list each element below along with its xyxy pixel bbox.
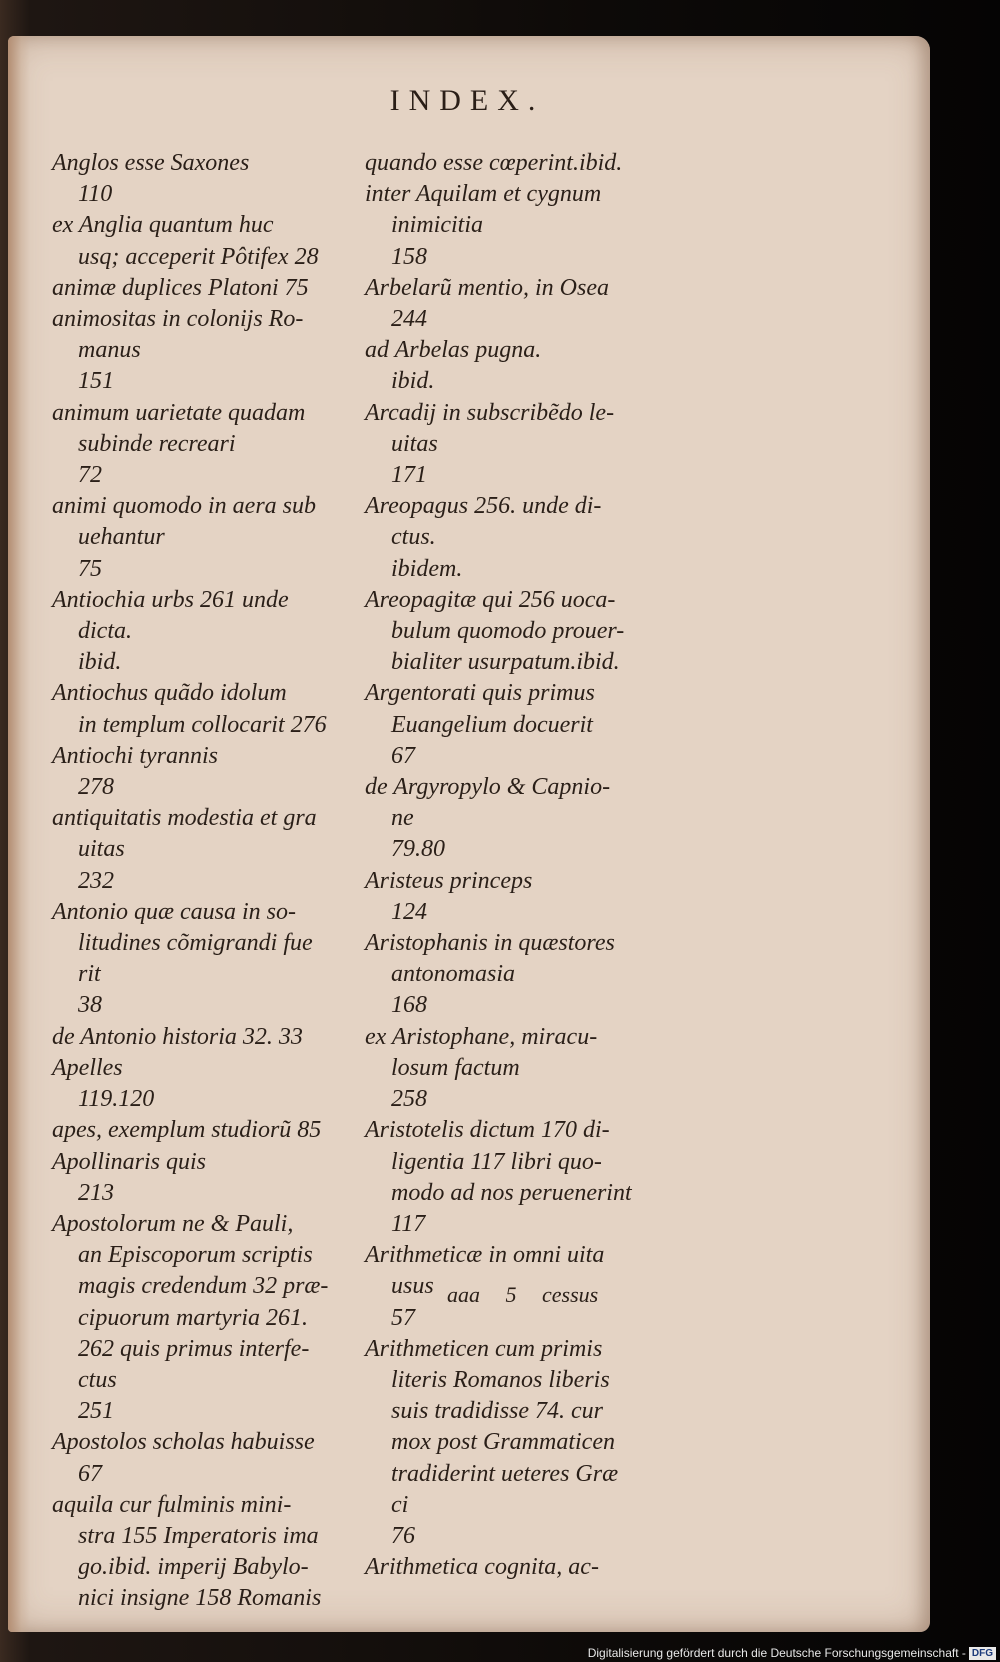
index-entry-continuation: nici insigne 158 Romanis <box>78 1585 322 1612</box>
index-entry-continuation: 171 <box>391 462 427 489</box>
index-entry <box>365 1022 670 1116</box>
index-entry-continuation: 258 <box>391 1086 427 1113</box>
index-entry-text: quando esse cœperint.ibid. <box>365 150 623 176</box>
index-entry <box>365 179 670 273</box>
index-entry-text: apes, exemplum studiorũ 85 <box>52 1117 322 1144</box>
index-entry-continuation: stra 155 Imperatoris ima <box>78 1522 319 1549</box>
index-entry-text: Antiochi tyrannis <box>52 742 218 769</box>
index-entry <box>52 273 357 304</box>
index-entry-text: Apostolorum ne & Pauli, <box>52 1210 294 1237</box>
index-entry-continuation: magis credendum 32 præ- <box>78 1273 329 1300</box>
index-entry-continuation: ibid. <box>391 368 435 395</box>
index-entry <box>52 1427 357 1489</box>
index-entry-continuation: usq; acceperit Pôtifex 28 <box>78 243 319 270</box>
index-entry-continuation: ctus <box>78 1366 117 1393</box>
index-entry-text: ex Anglia quantum huc <box>52 212 274 239</box>
index-entry <box>365 273 670 335</box>
index-heading: INDEX. <box>389 84 545 117</box>
index-entry-continuation: 75 <box>78 555 102 582</box>
index-entry-continuation: ibid. <box>78 649 122 676</box>
index-entry-continuation: bulum quomodo prouer- <box>391 618 625 645</box>
index-entry-continuation: ctus. <box>391 524 436 551</box>
index-entry-continuation: modo ad nos peruenerint <box>391 1179 632 1206</box>
index-entry <box>52 398 357 492</box>
index-entry <box>365 772 670 866</box>
index-entry-text: Arithmeticen cum primis <box>365 1335 603 1362</box>
index-entry <box>52 1147 357 1209</box>
index-entry-continuation: losum factum <box>391 1054 520 1081</box>
index-entry <box>52 148 357 210</box>
index-entry-text: de Argyropylo & Capnio- <box>365 774 611 801</box>
dfg-logo: DFG <box>969 1647 996 1660</box>
index-entry <box>365 1334 670 1552</box>
index-entry-continuation: antonomasia <box>391 961 516 988</box>
index-entry-text: antiquitatis modestia et gra <box>52 805 317 832</box>
index-entry <box>52 1115 357 1146</box>
index-entry <box>365 928 670 1022</box>
index-entry <box>52 491 357 585</box>
index-entry-continuation: bialiter usurpatum.ibid. <box>391 649 620 676</box>
index-entry-continuation: 57 <box>391 1304 415 1331</box>
index-entry-text: Aristophanis in quæstores <box>365 930 615 957</box>
index-entry-text: Argentorati quis primus <box>365 680 595 707</box>
index-entry-continuation: 117 <box>391 1210 426 1237</box>
index-entry-continuation: an Episcoporum scriptis <box>78 1242 313 1269</box>
index-entry-text: Apostolos scholas habuisse <box>52 1429 315 1456</box>
index-entry <box>52 897 357 1022</box>
index-entry <box>52 803 357 897</box>
index-entry-continuation: 278 <box>78 774 114 801</box>
index-entry <box>365 398 670 492</box>
index-entry-continuation: usus <box>391 1273 434 1300</box>
index-entry-continuation: go.ibid. imperij Babylo- <box>78 1554 309 1581</box>
index-entry-continuation: ligentia 117 libri quo- <box>391 1148 602 1175</box>
index-entry-text: inter Aquilam et cygnum <box>365 181 602 208</box>
page-footer <box>447 1282 598 1308</box>
index-entry-continuation: 124 <box>391 898 427 925</box>
index-entry <box>365 585 670 679</box>
index-entry-continuation: ibidem. <box>391 555 463 582</box>
index-entry <box>52 304 357 398</box>
index-entry-continuation: Euangelium docuerit <box>391 711 593 738</box>
index-entry-text: ex Aristophane, miracu- <box>365 1023 598 1050</box>
index-entry-continuation: 76 <box>391 1522 415 1549</box>
index-entry-continuation: rit <box>78 961 101 988</box>
index-entry <box>52 741 357 803</box>
index-entry <box>365 491 670 585</box>
index-entry-continuation: literis Romanos liberis <box>391 1366 610 1393</box>
index-entry-continuation: inimicitia <box>391 212 483 239</box>
index-entry <box>365 335 670 397</box>
index-entry-continuation: mox post Grammaticen <box>391 1429 615 1456</box>
index-entry-text: ad Arbelas pugna. <box>365 337 542 364</box>
index-entry-continuation: subinde recreari <box>78 430 236 457</box>
index-entry-continuation: in templum collocarit 276 <box>78 711 327 738</box>
index-entry-text: Arithmetica cognita, ac- <box>365 1554 599 1581</box>
index-entry-continuation: 67 <box>78 1460 102 1487</box>
index-entry-continuation: 110 <box>78 181 113 208</box>
index-entry-continuation: uitas <box>78 836 125 863</box>
index-entry-text: animum uarietate quadam <box>52 399 306 426</box>
index-entry-text: Areopagitæ qui 256 uoca- <box>365 586 616 613</box>
page-gutter-shadow <box>8 36 30 1632</box>
index-entry-continuation: suis tradidisse 74. cur <box>391 1398 604 1425</box>
index-entry-continuation: 79.80 <box>391 836 445 863</box>
index-entry <box>365 1115 670 1240</box>
index-entry-text: animositas in colonijs Ro- <box>52 306 304 333</box>
index-entry-text: Antiochia urbs 261 unde <box>52 586 289 613</box>
index-entry <box>365 1552 670 1583</box>
index-entry-text: Apelles <box>52 1054 123 1081</box>
index-entry-continuation: 213 <box>78 1179 114 1206</box>
index-entry-continuation: uitas <box>391 430 438 457</box>
index-entry-continuation: tradiderint ueteres Græ <box>391 1460 619 1487</box>
index-column-right <box>365 148 670 1583</box>
index-entry <box>52 678 357 740</box>
index-entry-continuation: 38 <box>78 992 102 1019</box>
index-entry-continuation: dicta. <box>78 618 132 645</box>
index-entry <box>52 1053 357 1115</box>
index-entry-continuation: 251 <box>78 1398 114 1425</box>
index-entry-continuation: 232 <box>78 867 114 894</box>
index-entry <box>52 585 357 679</box>
index-entry <box>365 148 670 179</box>
index-entry-continuation: 72 <box>78 462 102 489</box>
index-column-left <box>52 148 357 1615</box>
index-entry <box>365 678 670 772</box>
index-entry-text: Arcadij in subscribẽdo le- <box>365 399 615 426</box>
index-entry-continuation: 262 quis primus interfe- <box>78 1335 310 1362</box>
index-entry-text: animæ duplices Platoni 75 <box>52 274 309 301</box>
index-entry-text: Apollinaris quis <box>52 1148 207 1175</box>
index-entry <box>52 1490 357 1615</box>
index-entry-text: Aristotelis dictum 170 di- <box>365 1117 610 1144</box>
index-entry-continuation: cipuorum martyria 261. <box>78 1304 308 1331</box>
index-entry-text: Aristeus princeps <box>365 867 533 894</box>
digitization-notice <box>588 1646 996 1660</box>
index-entry-continuation: litudines cõmigrandi fue <box>78 930 313 957</box>
index-entry-text: aquila cur fulminis mini- <box>52 1491 292 1518</box>
catchword: cessus <box>542 1282 599 1307</box>
index-entry-continuation: manus <box>78 337 141 364</box>
index-entry-continuation: 119.120 <box>78 1086 155 1113</box>
index-entry-continuation: 158 <box>391 243 427 270</box>
index-entry-continuation: 168 <box>391 992 427 1019</box>
index-entry-continuation: 151 <box>78 368 114 395</box>
index-entry-continuation: 244 <box>391 306 427 333</box>
index-entry <box>52 1022 357 1053</box>
index-entry <box>52 1209 357 1427</box>
index-entry-text: animi quomodo in aera sub <box>52 493 316 520</box>
index-entry <box>365 866 670 928</box>
index-entry-text: Arithmeticæ in omni uita <box>365 1242 605 1269</box>
index-entry <box>52 210 357 272</box>
notice-text: Digitalisierung gefördert durch die Deutsche Forschungsgemeinschaft - <box>587 1646 966 1660</box>
index-entry-text: Areopagus 256. unde di- <box>365 493 602 520</box>
index-entry-continuation: uehantur <box>78 524 165 551</box>
index-entry-text: Antonio quæ causa in so- <box>52 898 296 925</box>
index-entry-continuation: ci <box>391 1491 409 1518</box>
index-entry-text: Arbelarũ mentio, in Osea <box>365 274 609 301</box>
index-entry-text: de Antonio historia 32. 33 <box>52 1023 303 1050</box>
index-entry-text: Antiochus quãdo idolum <box>52 680 287 707</box>
signature-mark: aaa 5 <box>447 1282 517 1307</box>
index-entry-text: Anglos esse Saxones <box>52 150 250 176</box>
index-entry-continuation: 67 <box>391 742 415 769</box>
index-entry-continuation: ne <box>391 805 414 832</box>
